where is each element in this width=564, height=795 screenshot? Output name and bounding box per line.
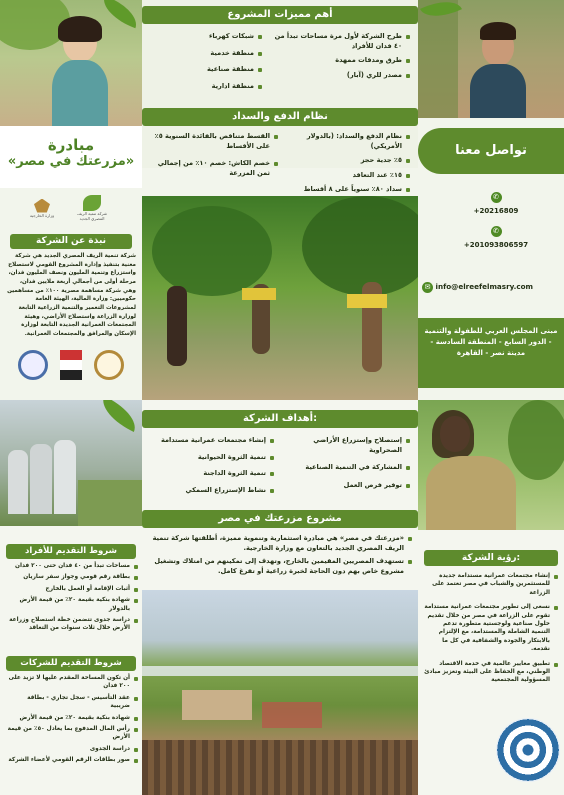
payment-left-list xyxy=(150,132,278,178)
list-item: شهادة بنكية بقيمة ٢٠٪ من قيمة الأرض بالدولار xyxy=(6,596,138,613)
individuals-title: شروط التقديم للأفراد xyxy=(6,544,136,559)
list-item: تطبيق معايير عالمية في خدمة الاقتصاد الوطني، مع الحفاظ على البيئة وتعزيز مبادئ المسؤولية المجتمعية xyxy=(424,660,558,685)
address-text: مبنى المجلس العربي للطفولة والتنمية - الدور السابع - المنطقة السادسة - مدينة نصر - القاهرة xyxy=(424,327,558,358)
features-left-list xyxy=(152,32,262,91)
list-item: تنمية الثروة الداجنة xyxy=(150,469,274,479)
payment-title: نظام الدفع والسداد xyxy=(142,108,418,126)
target-icon xyxy=(496,718,560,782)
initiative-name: «مزرعتك في مصر» xyxy=(7,154,135,169)
contact-title: تواصل معنا xyxy=(455,143,527,158)
seal-logo-icon xyxy=(18,350,48,380)
list-item: سداد ٨٠٪ سنوياً على ٨ أقساط xyxy=(282,185,410,204)
list-item: خصم الكاش: خصم ١٠٪ من إجمالي ثمن المزرعة xyxy=(150,159,278,178)
list-item: تنمية الثروة الحيوانية xyxy=(150,453,274,463)
companies-title: شروط التقديم للشركات xyxy=(6,656,136,671)
list-item: دراسة الجدوى xyxy=(6,745,138,753)
mail-icon: ✉ xyxy=(422,282,433,293)
features-title: أهم مميزات المشروع xyxy=(142,6,418,24)
vision-list xyxy=(424,572,558,685)
whatsapp-icon: ✆ xyxy=(491,226,502,237)
list-item: أن تكون المساحة المقدم عليها لا تزيد على ٢٠٠ فدان xyxy=(6,674,138,691)
eagle-emblem-icon xyxy=(60,350,82,380)
list-item: نشاط الإستزراع السمكي xyxy=(150,486,274,496)
cover-panel xyxy=(0,0,142,400)
list-item: رأس المال المدفوع بما يعادل ٥٠٪ من قيمة الأرض xyxy=(6,725,138,742)
list-item: بطاقة رقم قومي وجواز سفر ساريان xyxy=(6,573,138,581)
ministry-logo: وزارة الخارجية xyxy=(30,199,54,218)
initiative-title xyxy=(0,126,142,188)
list-item: «مزرعتك في مصر» هي مبادرة استثمارية وتنموية مميزة، أطلقتها شركة تنمية الريف المصري الجديد بالتعاون مع وزارة الخارجية. xyxy=(150,534,412,553)
features-right-list xyxy=(272,32,410,80)
list-item: منطقة خدمية xyxy=(152,49,262,59)
list-item: القسط متناقص بالفائدة السنوية ٥٪ على الأقساط xyxy=(150,132,278,151)
phone1-text[interactable]: +20216809 xyxy=(473,207,519,215)
list-item: إنشاء مجتمعات عمرانية مستدامة جديدة للمستثمرين والشباب في مصر تعتمد على الزراعة xyxy=(424,572,558,597)
goals-right-list xyxy=(284,436,410,490)
conditions-panel xyxy=(0,400,142,795)
list-item: المشاركة في التنمية الصناعية xyxy=(284,463,410,473)
vision-title: رؤية الشركة: xyxy=(424,550,558,566)
eagle-icon xyxy=(34,199,50,213)
goals-panel xyxy=(142,400,418,795)
phone2-text[interactable]: +201093806597 xyxy=(463,241,529,249)
boy-photo xyxy=(418,0,564,118)
email-text[interactable]: info@elreefelmasry.com xyxy=(435,282,534,291)
email-row xyxy=(422,282,562,293)
list-item: دراسة جدوى تتضمن خطة استصلاح وزراعة الأرض خلال ثلاث سنوات من التعاقد xyxy=(6,616,138,633)
list-item: صور بطاقات الرقم القومي لأعضاء الشركة xyxy=(6,756,138,764)
list-item: طرق ومدقات ممهدة xyxy=(272,56,410,66)
list-item: ٥٪ جدية حجز xyxy=(282,156,410,166)
phone2-row xyxy=(446,226,546,249)
contact-header xyxy=(418,128,564,174)
vision-panel xyxy=(418,400,564,795)
list-item: تستهدف المصريين المقيمين بالخارج، وتهدف إلى تمكينهم من امتلاك وتشغيل مشروع خاص بهم دون الحاجة لخبرة زراعية أو تفرغ كامل. xyxy=(150,557,412,576)
phone1-row xyxy=(446,192,546,215)
initiative-label: مبادرة xyxy=(47,136,95,154)
list-item: منطقة صناعية xyxy=(152,65,262,75)
about-text: شركة تنمية الريف المصري الجديد هي شركة معنية بتنفيذ وإدارة المشروع القومي لاستصلاح واستزراع وتنمية المليون ونصف المليون فدان، مرحلة أولى من أجمالي أربعة ملايين فدان، وهي شركة مساهمة مصرية ١٠٠٪ من مساهمين حكوميين: وزارة المالية، الهيئة العامة لمشروعات التعمير والتنمية الزراعية التابعة لوزارة الزراعة واستصلاح الأراضي، وهيئة المجتمعات العمرانية الجديدة التابعة لوزارة الإسكان والمرافق والمجتمعات العمرانية. xyxy=(7,253,136,337)
project-list xyxy=(150,534,412,576)
project-title: مشروع مزرعتك في مصر xyxy=(142,510,418,528)
payment-right-list xyxy=(282,132,410,204)
list-item: نسعى إلى تطوير مجتمعات عمرانية مستدامة تقوم على الزراعة في مصر من خلال تقديم حلول صناعية ولوجستية متطورة تدعم التنمية الشاملة والمستدامة، مع الإلتزام بالابتكار والجودة والشفافية في كل ما نقدمه. xyxy=(424,603,558,653)
leaf-logo-icon xyxy=(83,195,101,211)
logos-row xyxy=(0,188,142,228)
about-title: نبذة عن الشركة xyxy=(10,234,132,249)
list-item: شهادة بنكية بقيمة ٢٠٪ من قيمة الأرض xyxy=(6,714,138,722)
whatsapp-icon: ✆ xyxy=(491,192,502,203)
list-item: أثبات الإقامة أو العمل بالخارج xyxy=(6,585,138,593)
address-box xyxy=(418,318,564,388)
list-item: توفير فرص العمل xyxy=(284,481,410,491)
round-logo-icon xyxy=(94,350,124,380)
company-logo: شركة تنمية الريف المصري الجديد xyxy=(72,195,112,221)
partner-logos xyxy=(18,350,124,380)
companies-list xyxy=(6,674,138,765)
brochure-back xyxy=(0,400,564,795)
list-item: نظام الدفع والسداد: (بالدولار الأمريكي) xyxy=(282,132,410,151)
contact-panel xyxy=(418,0,564,400)
list-item: مساحات تبدأ من ٤٠ فدان حتى ٢٠٠ فدان xyxy=(6,562,138,570)
features-panel xyxy=(142,0,418,400)
orchard-photo xyxy=(142,196,418,400)
list-item: عقد التأسيس - سجل تجاري - بطاقة ضريبية xyxy=(6,694,138,711)
list-item: مصدر للري (آبار) xyxy=(272,71,410,81)
woman-photo xyxy=(418,400,564,530)
list-item: منطقة ادارية xyxy=(152,82,262,92)
list-item: إستصلاح وإستزراع الأراضي الصحراوية xyxy=(284,436,410,455)
list-item: ١٥٪ عند التعاقد xyxy=(282,171,410,181)
list-item: إنشاء مجتمعات عمرانية مستدامة xyxy=(150,436,274,446)
aerial-farm-photo xyxy=(142,590,418,795)
goals-left-list xyxy=(150,436,274,495)
goals-title: أهداف الشركة: xyxy=(142,410,418,428)
individuals-list xyxy=(6,562,138,633)
list-item: طرح الشركة لأول مرة مساحات تبدأ من ٤٠ فدان للأفراد xyxy=(272,32,410,51)
list-item: شبكات كهرباء xyxy=(152,32,262,42)
